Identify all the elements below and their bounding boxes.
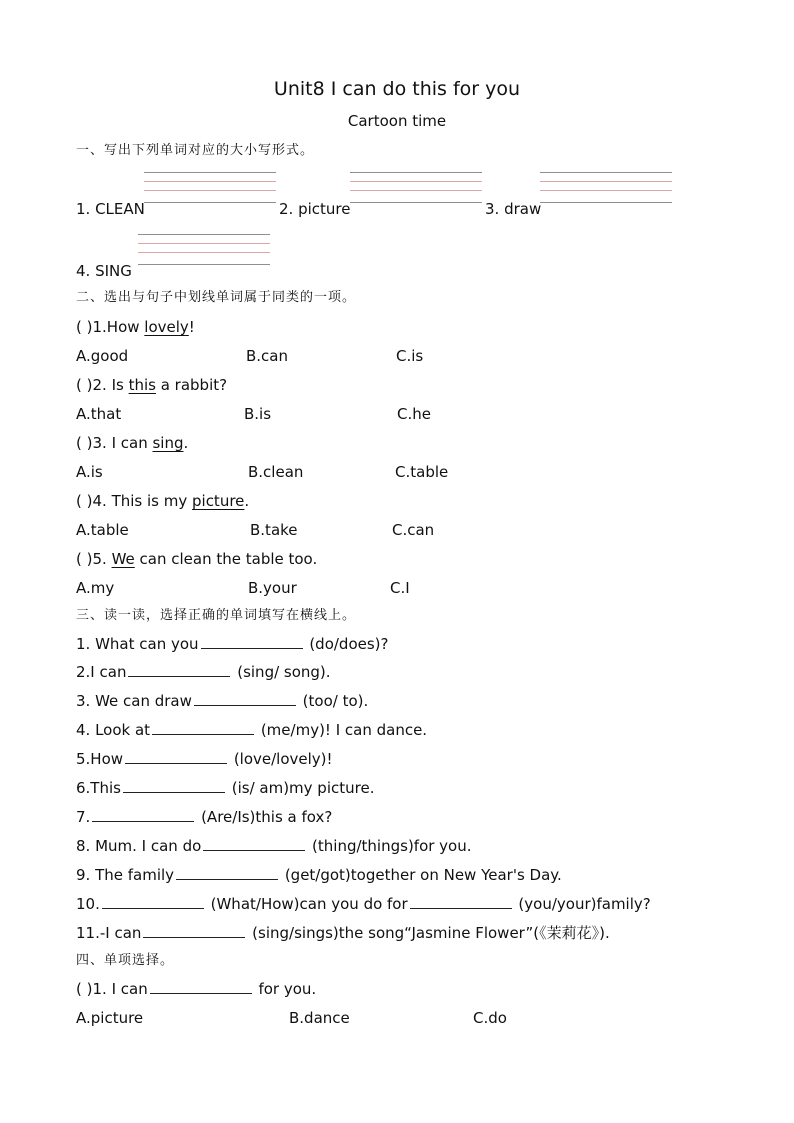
writing-lines-3[interactable] xyxy=(540,172,672,206)
mc-question-3 xyxy=(76,436,188,451)
writing-lines-4[interactable] xyxy=(138,234,270,268)
page-title: Unit8 I can do this for you xyxy=(273,78,521,100)
option-b[interactable]: B.clean xyxy=(248,463,304,481)
word-item-2: 2. picture xyxy=(279,200,351,218)
question-text-end: for you. xyxy=(253,980,317,998)
fill-item-1 xyxy=(76,637,388,652)
answer-blank[interactable] xyxy=(102,907,204,909)
fill-text: 6.This xyxy=(76,779,121,797)
underlined-word: sing xyxy=(152,434,184,452)
question-text-end: a rabbit? xyxy=(155,376,228,394)
fill-hint: (do/does)? xyxy=(304,635,389,653)
underlined-word: lovely xyxy=(144,318,189,336)
fill-hint: (sing/sings)the song“Jasmine Flower”(《茉莉花》). xyxy=(247,924,610,942)
section-1-heading: 一、写出下列单词对应的大小写形式。 xyxy=(76,143,315,158)
mc-question-1 xyxy=(76,320,195,335)
option-b[interactable]: B.dance xyxy=(289,1009,350,1027)
option-a[interactable]: A.table xyxy=(76,521,129,539)
option-a[interactable]: A.good xyxy=(76,347,129,365)
fill-hint: (get/got)together on New Year's Day. xyxy=(280,866,562,884)
underlined-word: picture xyxy=(192,492,245,510)
option-b[interactable]: B.can xyxy=(246,347,289,365)
answer-blank[interactable] xyxy=(201,647,303,649)
question-text-end: ! xyxy=(188,318,195,336)
fill-text: 4. Look at xyxy=(76,721,151,739)
fill-item-9 xyxy=(76,868,562,883)
option-b[interactable]: B.your xyxy=(248,579,297,597)
option-a[interactable]: A.that xyxy=(76,405,122,423)
fill-item-2 xyxy=(76,665,331,680)
mc-question-2 xyxy=(76,378,227,393)
option-c[interactable]: C.he xyxy=(397,405,431,423)
answer-paren[interactable]: ( ) xyxy=(76,550,93,568)
fill-hint: (sing/ song). xyxy=(232,663,331,681)
option-a[interactable]: A.is xyxy=(76,463,103,481)
answer-blank[interactable] xyxy=(194,704,296,706)
fill-item-10 xyxy=(76,897,651,912)
fill-hint: (me/my)! I can dance. xyxy=(256,721,428,739)
answer-blank[interactable] xyxy=(123,791,225,793)
fill-hint: (you/your)family? xyxy=(513,895,651,913)
answer-paren[interactable]: ( ) xyxy=(76,376,93,394)
option-b[interactable]: B.is xyxy=(244,405,272,423)
answer-paren[interactable]: ( ) xyxy=(76,492,93,510)
option-c[interactable]: C.I xyxy=(390,579,410,597)
word-item-1: 1. CLEAN xyxy=(76,200,145,218)
mc-question-4 xyxy=(76,494,249,509)
question-text-end: . xyxy=(183,434,189,452)
fill-hint: (Are/Is)this a fox? xyxy=(196,808,333,826)
section-3-heading: 三、读一读，选择正确的单词填写在横线上。 xyxy=(76,608,357,623)
question-text: 5. xyxy=(92,550,112,568)
question-text: 4. This is my xyxy=(92,492,192,510)
fill-text: 8. Mum. I can do xyxy=(76,837,202,855)
fill-item-7 xyxy=(76,810,332,825)
question-text: 1.How xyxy=(92,318,145,336)
fill-item-3 xyxy=(76,694,368,709)
fill-hint: (love/lovely)! xyxy=(229,750,333,768)
section-2-heading: 二、选出与句子中划线单词属于同类的一项。 xyxy=(76,290,357,305)
answer-blank[interactable] xyxy=(152,733,254,735)
question-text: 3. I can xyxy=(92,434,153,452)
fill-text: 7. xyxy=(76,808,91,826)
fill-text: 1. What can you xyxy=(76,635,199,653)
page-subtitle: Cartoon time xyxy=(347,112,447,130)
answer-blank[interactable] xyxy=(203,849,305,851)
fill-text: 2.I can xyxy=(76,663,127,681)
mc-question-4-1 xyxy=(76,982,316,997)
answer-paren[interactable]: ( ) xyxy=(76,434,93,452)
fill-text: 3. We can draw xyxy=(76,692,192,710)
answer-blank[interactable] xyxy=(125,762,227,764)
fill-item-8 xyxy=(76,839,472,854)
question-text: 1. I can xyxy=(92,980,148,998)
writing-lines-1[interactable] xyxy=(144,172,276,206)
fill-item-4 xyxy=(76,723,427,738)
fill-hint: (What/How)can you do for xyxy=(205,895,408,913)
mc-question-5 xyxy=(76,552,317,567)
answer-blank[interactable] xyxy=(150,992,252,994)
underlined-word: this xyxy=(128,376,156,394)
answer-blank[interactable] xyxy=(176,878,278,880)
option-a[interactable]: A.my xyxy=(76,579,115,597)
question-text-end: . xyxy=(244,492,250,510)
word-item-3: 3. draw xyxy=(485,200,542,218)
fill-text: 10. xyxy=(76,895,100,913)
underlined-word: We xyxy=(111,550,135,568)
section-4-heading: 四、单项选择。 xyxy=(76,953,175,968)
fill-text: 11.-I can xyxy=(76,924,142,942)
fill-hint: (is/ am)my picture. xyxy=(226,779,375,797)
fill-item-5 xyxy=(76,752,333,767)
question-text: 2. Is xyxy=(92,376,129,394)
option-b[interactable]: B.take xyxy=(250,521,298,539)
fill-hint: (too/ to). xyxy=(297,692,369,710)
answer-blank[interactable] xyxy=(410,907,512,909)
option-a[interactable]: A.picture xyxy=(76,1009,144,1027)
answer-blank[interactable] xyxy=(128,675,230,677)
option-c[interactable]: C.is xyxy=(396,347,424,365)
word-item-4: 4. SING xyxy=(76,262,132,280)
writing-lines-2[interactable] xyxy=(350,172,482,206)
answer-blank[interactable] xyxy=(92,820,194,822)
option-c[interactable]: C.can xyxy=(392,521,435,539)
question-text-end: can clean the table too. xyxy=(134,550,318,568)
fill-item-11 xyxy=(76,926,610,941)
fill-text: 5.How xyxy=(76,750,124,768)
answer-paren[interactable]: ( ) xyxy=(76,318,93,336)
option-c[interactable]: C.do xyxy=(473,1009,507,1027)
fill-item-6 xyxy=(76,781,374,796)
option-c[interactable]: C.table xyxy=(395,463,449,481)
answer-paren[interactable]: ( ) xyxy=(76,980,93,998)
fill-text: 9. The family xyxy=(76,866,175,884)
fill-hint: (thing/things)for you. xyxy=(307,837,472,855)
answer-blank[interactable] xyxy=(143,936,245,938)
